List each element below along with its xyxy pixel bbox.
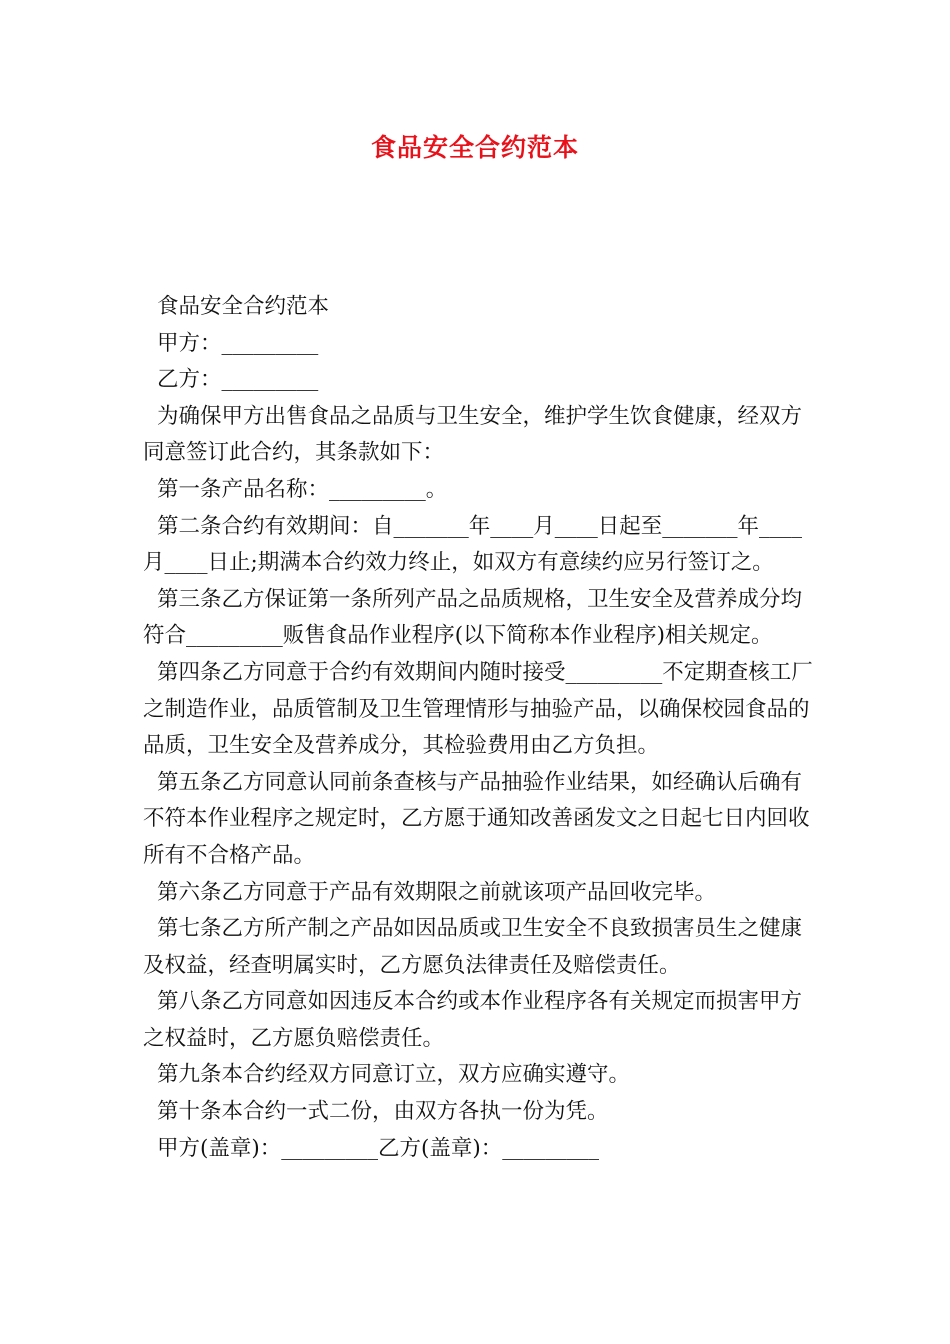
paragraph-article-5: 第五条乙方同意认同前条查核与产品抽验作业结果，如经确认后确有不符本作业程序之规定时，乙方愿于通知改善函发文之日起七日内回收所有不合格产品。: [143, 769, 810, 868]
paragraph-article-3: 第三条乙方保证第一条所列产品之品质规格，卫生安全及营养成分均符合_________贩售食品作业程序(以下简称本作业程序)相关规定。: [143, 586, 803, 649]
paragraph-article-7: 第七条乙方所产制之产品如因品质或卫生安全不良致损害员生之健康及权益，经查明属实时，乙方愿负法律责任及赔偿责任。: [143, 916, 803, 978]
document-title: 食品安全合约范本: [370, 133, 579, 162]
paragraph-article-8: 第八条乙方同意如因违反本合约或本作业程序各有关规定而损害甲方之权益时，乙方愿负赔偿责任。: [143, 989, 803, 1051]
paragraph-party-b: 乙方：_________: [157, 367, 319, 393]
paragraph-party-a: 甲方：_________: [157, 330, 319, 356]
paragraph-article-9: 第九条本合约经双方同意订立，双方应确实遵守。: [157, 1062, 631, 1088]
document-body: [143, 289, 813, 1167]
paragraph-article-6: 第六条乙方同意于产品有效期限之前就该项产品回收完毕。: [157, 879, 717, 905]
paragraph-article-10: 第十条本合约一式二份，由双方各执一份为凭。: [157, 1099, 609, 1125]
paragraph-article-4: 第四条乙方同意于合约有效期间内随时接受_________不定期查核工厂之制造作业，品质管制及卫生管理情形与抽验产品，以确保校园食品的品质，卫生安全及营养成分，其检验费用由乙方负担。: [143, 659, 813, 759]
paragraph-heading: 食品安全合约范本: [157, 294, 330, 319]
paragraph-preamble: 为确保甲方出售食品之品质与卫生安全，维护学生饮食健康，经双方同意签订此合约，其条款如下：: [143, 403, 803, 466]
paragraph-signatures: 甲方(盖章)：_________乙方(盖章)：_________: [157, 1135, 600, 1161]
paragraph-article-1: 第一条产品名称：_________。: [157, 476, 448, 502]
paragraph-article-2: 第二条合约有效期间：自_______年____月____日起至_______年____月____日止;期满本合约效力终止，如双方有意续约应另行签订之。: [143, 513, 803, 576]
